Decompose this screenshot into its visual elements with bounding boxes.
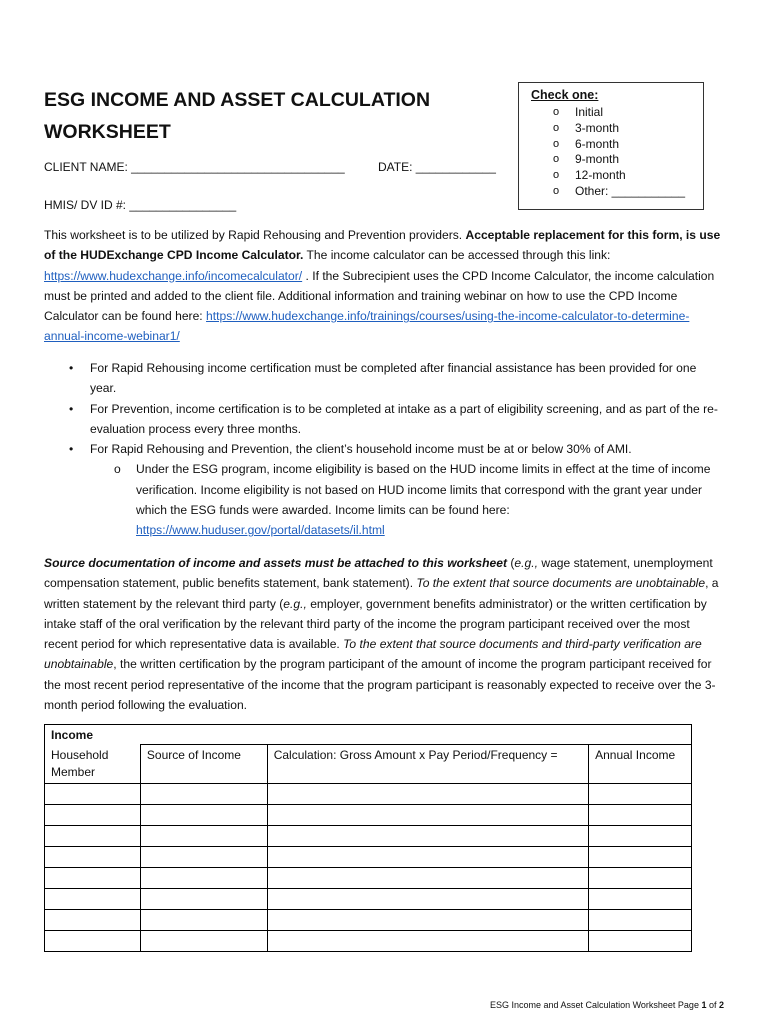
table-cell[interactable] <box>140 825 267 846</box>
check-option-label: 12-month <box>575 168 626 183</box>
check-option-label: Other: ___________ <box>575 183 686 198</box>
check-option-label: 6-month <box>575 136 620 151</box>
table-row <box>45 804 692 825</box>
bullet-icon: • <box>69 401 74 416</box>
table-cell[interactable] <box>267 846 588 867</box>
source-doc-italic: e.g., <box>514 556 538 570</box>
table-row <box>45 867 692 888</box>
bullet-icon: • <box>69 361 74 375</box>
check-one-label: Check one: <box>531 88 599 102</box>
table-cell[interactable] <box>45 867 141 888</box>
source-doc-italic: To the extent that source documents are unobtainable <box>416 576 706 591</box>
table-cell[interactable] <box>45 804 141 825</box>
table-cell[interactable] <box>267 888 588 909</box>
table-row <box>45 930 692 951</box>
sub-bullet-icon: o <box>114 462 121 477</box>
page-title <box>44 84 430 148</box>
check-option-label: 3-month <box>575 120 620 135</box>
source-doc-italic: e.g., <box>283 596 307 611</box>
income-limits-link[interactable]: https://www.huduser.gov/portal/datasets/il.html <box>136 523 385 538</box>
source-doc-bold-italic: Source documentation of income and assets must be attached to this worksheet <box>44 556 508 570</box>
income-section-row <box>45 725 692 745</box>
table-cell[interactable] <box>267 909 588 930</box>
date-field[interactable]: DATE: ____________ <box>378 160 496 174</box>
source-doc-italic: To the extent that source documents and third-party verification are unobtainable <box>44 637 702 672</box>
check-option-12-month[interactable] <box>519 168 703 184</box>
checkbox-circle-icon[interactable]: o <box>553 184 560 197</box>
checkbox-circle-icon[interactable]: o <box>553 137 560 150</box>
table-row <box>45 825 692 846</box>
check-option-label: 9-month <box>575 152 620 167</box>
table-row <box>45 846 692 867</box>
sub-list-item-text: Under the ESG program, income eligibility is based on the HUD income limits in effect at the time of income verification. Income eligibility is not based on HUD income limits that correspond with the grant year under which the ESG funds were awarded. Income limits can be found here: <box>136 462 711 518</box>
bullet-icon: • <box>69 442 74 457</box>
table-cell[interactable] <box>140 888 267 909</box>
table-cell[interactable] <box>45 930 141 951</box>
list-item <box>44 439 724 540</box>
table-cell[interactable] <box>267 825 588 846</box>
income-section-label: Income <box>45 725 692 745</box>
source-documentation-paragraph <box>44 553 724 715</box>
webinar-link[interactable]: https://www.hudexchange.info/trainings/courses/using-the-income-calculator-to-determine-annual-income-webinar1/ <box>44 309 690 344</box>
column-header-calculation: Calculation: Gross Amount x Pay Period/Frequency = <box>267 745 588 784</box>
checkbox-circle-icon[interactable]: o <box>553 106 560 118</box>
table-cell[interactable] <box>45 909 141 930</box>
table-cell[interactable] <box>45 846 141 867</box>
intro-text: The income calculator can be accessed through this link: <box>303 248 611 263</box>
footer-page-total: 2 <box>718 1000 724 1010</box>
check-option-3-month[interactable] <box>519 121 703 137</box>
intro-paragraph <box>44 225 724 347</box>
table-cell[interactable] <box>140 930 267 951</box>
intro-bold-text: Acceptable replacement for this form, is use of the HUDExchange CPD Income Calculator. <box>44 228 721 263</box>
table-cell[interactable] <box>589 825 692 846</box>
page-footer <box>490 1000 724 1010</box>
check-option-label: Initial <box>575 105 604 119</box>
check-one-panel <box>518 82 704 210</box>
table-cell[interactable] <box>140 783 267 804</box>
table-cell[interactable] <box>589 909 692 930</box>
source-doc-text: , the written certification by the program participant of the amount of income the program participant received for the most recent period representative of the income that the program participant is reasonably expected to receive over the 3-month period following the evaluation. <box>44 657 716 713</box>
source-doc-text: employer, government benefits administrator) or the written certification by intake staff of the oral verification by the relevant third party of the income the program participant received over the most recent period for which representative data is available. <box>44 596 707 652</box>
column-header-source-of-income: Source of Income <box>140 745 267 784</box>
table-cell[interactable] <box>589 804 692 825</box>
table-row <box>45 909 692 930</box>
table-cell[interactable] <box>140 846 267 867</box>
table-cell[interactable] <box>589 783 692 804</box>
check-one-options <box>519 105 703 200</box>
list-item-text: For Prevention, income certification is to be completed at intake as a part of eligibility screening, and as part of the re-evaluation process every three months. <box>90 401 718 436</box>
checkbox-circle-icon[interactable]: o <box>553 121 560 134</box>
table-cell[interactable] <box>45 825 141 846</box>
list-item-text: For Rapid Rehousing income certification must be completed after financial assistance has been provided for one year. <box>90 361 697 396</box>
footer-page-number: 1 <box>701 1000 707 1010</box>
table-cell[interactable] <box>140 867 267 888</box>
source-doc-text: , a written statement by the relevant third party ( <box>44 576 719 611</box>
checkbox-circle-icon[interactable]: o <box>553 169 560 182</box>
table-cell[interactable] <box>589 930 692 951</box>
table-cell[interactable] <box>267 783 588 804</box>
intro-text: This worksheet is to be utilized by Rapid Rehousing and Prevention providers. <box>44 228 466 242</box>
table-cell[interactable] <box>589 846 692 867</box>
list-item <box>44 399 724 440</box>
table-cell[interactable] <box>267 804 588 825</box>
column-header-household-member: Household Member <box>45 745 141 784</box>
source-doc-text: wage statement, unemployment compensation statement, public benefits statement, bank statement). <box>44 556 713 591</box>
intro-text: . If the Subrecipient uses the CPD Income Calculator, the income calculation must be printed and added to the client file. Additional information and training webinar on how to use the CPD Income Calculator can be found here: <box>44 268 715 324</box>
table-row <box>45 888 692 909</box>
hmis-id-field[interactable]: HMIS/ DV ID #: ________________ <box>44 198 237 212</box>
table-cell[interactable] <box>45 888 141 909</box>
table-cell[interactable] <box>267 867 588 888</box>
source-doc-text: ( <box>507 556 515 570</box>
income-table <box>44 724 692 952</box>
table-cell[interactable] <box>140 909 267 930</box>
check-option-other[interactable] <box>519 184 703 200</box>
title-line-2: WORKSHEET <box>44 121 171 143</box>
footer-of: of <box>706 1000 719 1010</box>
table-header-row <box>45 745 692 784</box>
check-option-9-month[interactable] <box>519 152 703 168</box>
guidance-list <box>44 358 724 541</box>
sub-list-item <box>44 459 724 540</box>
table-cell[interactable] <box>267 930 588 951</box>
footer-text: ESG Income and Asset Calculation Worksheet Page <box>490 1000 702 1010</box>
table-cell[interactable] <box>140 804 267 825</box>
table-cell[interactable] <box>589 888 692 909</box>
check-option-6-month[interactable] <box>519 137 703 153</box>
column-header-annual-income: Annual Income <box>589 745 692 784</box>
checkbox-circle-icon[interactable]: o <box>553 153 560 166</box>
list-item <box>44 358 724 399</box>
list-item-text: For Rapid Rehousing and Prevention, the client’s household income must be at or below 30% of AMI. <box>90 442 632 457</box>
table-cell[interactable] <box>45 783 141 804</box>
table-row <box>45 783 692 804</box>
income-calculator-link[interactable]: https://www.hudexchange.info/incomecalculator/ <box>44 268 303 283</box>
client-name-field[interactable]: CLIENT NAME: ________________________________ <box>44 160 345 174</box>
title-line-1: ESG INCOME AND ASSET CALCULATION <box>44 89 431 111</box>
table-cell[interactable] <box>589 867 692 888</box>
check-option-initial[interactable] <box>519 105 703 121</box>
